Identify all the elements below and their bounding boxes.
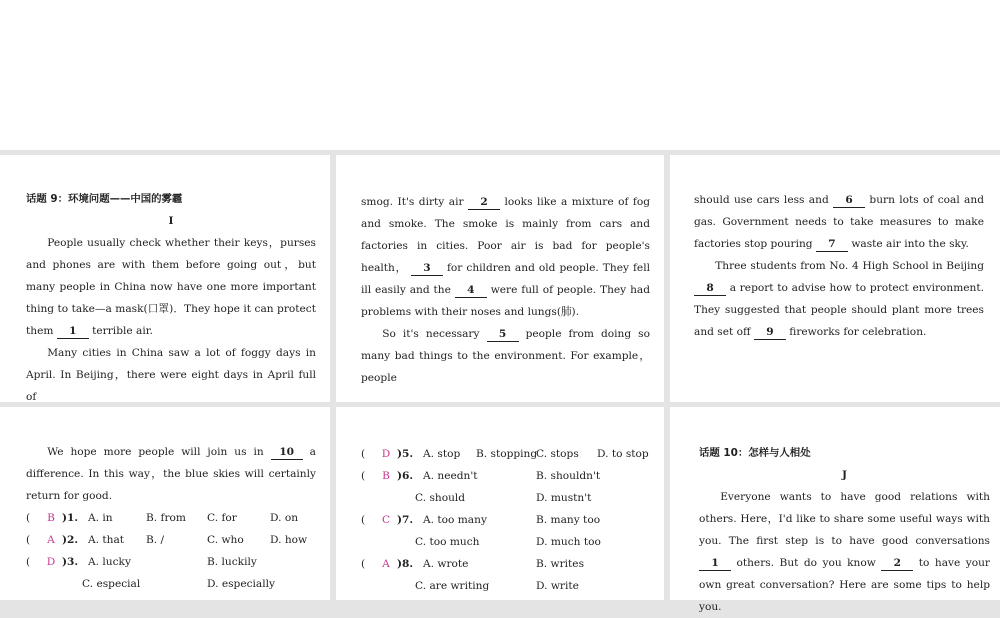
- question-row: ( A )8. A. wrote B. writes: [361, 553, 654, 575]
- paragraph: People usually check whether their keys，purses and phones are with them before going out，but many people in China now have one more important thing to take—a mask(口罩)．They hope it can protect them 1 terrible air.: [26, 237, 316, 337]
- option: D. how: [270, 534, 308, 546]
- answer-letter: A: [382, 558, 390, 570]
- option: C. should: [415, 492, 466, 504]
- answer-blank: 6: [833, 193, 865, 208]
- option: B. writes: [536, 558, 585, 570]
- passage-letter: I: [168, 215, 174, 227]
- question-row: ( B )1. A. in B. from C. for D. on: [26, 507, 316, 529]
- option: A. too many: [423, 514, 487, 526]
- option: C. stops: [536, 448, 579, 460]
- answer-blank: 1: [699, 556, 731, 571]
- top-blank-area: [0, 0, 1000, 150]
- paragraph: Many cities in China saw a lot of foggy days in April. In Beijing，there were eight days in April full of: [26, 347, 316, 403]
- option: D. write: [536, 580, 579, 592]
- answer-letter: B: [47, 512, 55, 524]
- topic-heading: 话题 9：环境问题——中国的雾霾: [26, 193, 183, 205]
- option: A. in: [88, 512, 113, 524]
- option: A. that: [88, 534, 125, 546]
- paragraph: We hope more people will join us in 10 a difference. In this way，the blue skies will certainly return for good.: [26, 446, 316, 502]
- paragraph: Three students from No. 4 High School in Beijing 8 a report to advise how to protect environment. They suggested that people should plant more trees and set off 9 fireworks for celebration.: [694, 260, 984, 338]
- question-row: [361, 487, 654, 509]
- answer-letter: C: [381, 514, 391, 526]
- option: A. needn't: [423, 470, 478, 482]
- option: B. /: [146, 534, 165, 546]
- question-row: ( A )2. A. that B. / C. who D. how: [26, 529, 316, 551]
- question-row: ( D )3. A. lucky B. luckily: [26, 551, 316, 573]
- paragraph: smog. It's dirty air 2 looks like a mixture of fog and smoke. The smoke is mainly from cars and factories in cities. Poor air is bad for people's health， 3 for children and old people. They fell ill easily and the 4 were full of people. They had problems with their noses and lungs(肺).: [361, 196, 650, 318]
- option: C. who: [207, 534, 244, 546]
- answer-blank: 4: [455, 283, 487, 298]
- option: D. mustn't: [536, 492, 592, 504]
- question-row: ( B )6. A. needn't B. shouldn't: [361, 465, 654, 487]
- option: D. especially: [207, 578, 276, 590]
- answer-blank: 8: [694, 281, 726, 296]
- option: A. wrote: [423, 558, 469, 570]
- answer-letter: D: [381, 448, 391, 460]
- answer-blank: 7: [816, 237, 848, 252]
- option: B. shouldn't: [536, 470, 601, 482]
- question-row: ( C )7. A. too many B. many too: [361, 509, 654, 531]
- answer-blank: 2: [881, 556, 913, 571]
- paragraph: So it's necessary 5 people from doing so many bad things to the environment. For example，people: [361, 328, 650, 384]
- option: C. are writing: [415, 580, 490, 592]
- option: D. on: [270, 512, 299, 524]
- answer-letter: D: [46, 556, 56, 568]
- option: A. lucky: [88, 556, 131, 568]
- option: B. luckily: [207, 556, 257, 568]
- page-panel-1: [0, 155, 330, 402]
- option: D. much too: [536, 536, 601, 548]
- answer-letter: A: [47, 534, 55, 546]
- topic-heading: 话题 10：怎样与人相处: [699, 447, 811, 459]
- option: C. especial: [82, 578, 141, 590]
- answer-blank: 9: [754, 325, 786, 340]
- option: D. to stop: [597, 448, 649, 460]
- answer-blank: 5: [487, 327, 519, 342]
- option: C. for: [207, 512, 237, 524]
- question-row: ( D )5. A. stop B. stopping C. stops D. to stop: [361, 443, 654, 465]
- page-panel-3: [670, 155, 1000, 402]
- page-panel-4: [0, 407, 330, 600]
- paragraph: Everyone wants to have good relations with others. Here，I'd like to share some useful ways with you. The first step is to have good conversations 1 others. But do you know 2 to have your own great conversation? Here are some tips to help you.: [699, 491, 990, 613]
- answer-blank: 2: [468, 195, 500, 210]
- option: C. too much: [415, 536, 480, 548]
- answer-letter: B: [382, 470, 390, 482]
- page-panel-6: [670, 407, 1000, 613]
- page-panel-2: [336, 155, 664, 402]
- option: B. from: [146, 512, 186, 524]
- answer-blank: 1: [57, 324, 89, 339]
- question-row: [26, 573, 316, 595]
- question-row: [361, 575, 654, 597]
- option: B. many too: [536, 514, 601, 526]
- paragraph: should use cars less and 6 burn lots of coal and gas. Government needs to take measures to make factories stop pouring 7 waste air into the sky.: [694, 194, 984, 250]
- page-panel-5: [336, 407, 664, 600]
- option: B. stopping: [476, 448, 538, 460]
- question-row: [361, 531, 654, 553]
- answer-blank: 10: [271, 445, 303, 460]
- answer-blank: 3: [411, 261, 443, 276]
- option: A. stop: [423, 448, 461, 460]
- passage-letter: J: [841, 469, 847, 481]
